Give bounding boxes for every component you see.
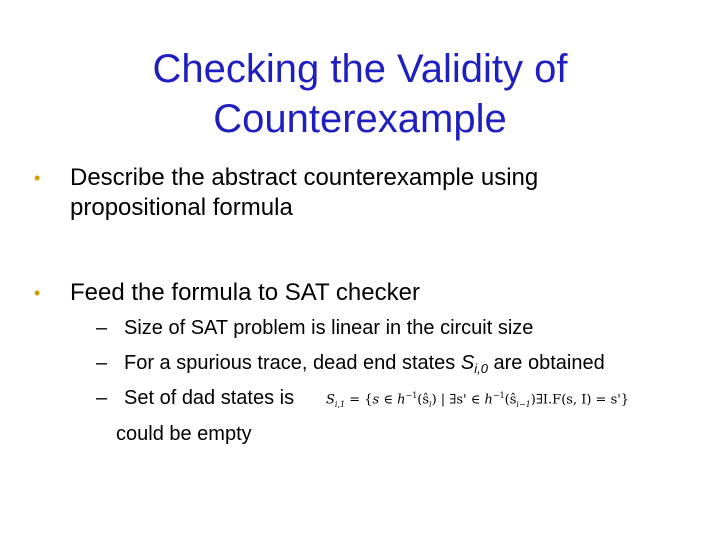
subbullet-text-after: are obtained (487, 352, 605, 374)
subbullet-sat-size (96, 315, 696, 341)
dead-states-formula: $S_{i,1} = \{s$ ∈ $h^{-1}(ŝ_i)$ | ∃s' ∈ $h^{-1}(ŝ_{i-1})\exists I.F(s$, I) = s'} (326, 391, 630, 409)
bullet-marker: • (34, 283, 41, 303)
subbullet-marker: – (96, 317, 108, 339)
subbullet-marker: – (96, 387, 108, 409)
bullet-text-line-2: propositional formula (70, 194, 293, 221)
subbullet-spurious-trace (96, 350, 696, 382)
subbullet-text: Size of SAT problem is linear in the circuit size (124, 317, 534, 339)
continuation-text: could be empty (116, 423, 252, 445)
dead-end-subscript: i,0 (474, 361, 488, 376)
bullet-marker: • (34, 168, 41, 188)
slide-title (60, 44, 660, 144)
bullet-text-line-1: Describe the abstract counterexample using (70, 164, 539, 191)
bullet-describe (34, 163, 694, 223)
subbullet-text: Set of dad states is (124, 387, 295, 409)
subbullet-marker: – (96, 352, 108, 374)
title-line-2: Counterexample (213, 97, 507, 141)
subbullet-text (124, 350, 605, 382)
subbullet-text-before: For a spurious trace, dead end states (124, 352, 461, 374)
dead-end-var: S (460, 352, 475, 374)
bullet-text-line-1: Feed the formula to SAT checker (70, 279, 420, 306)
bullet-feed (34, 278, 694, 308)
title-line-1: Checking the Validity of (152, 47, 568, 91)
